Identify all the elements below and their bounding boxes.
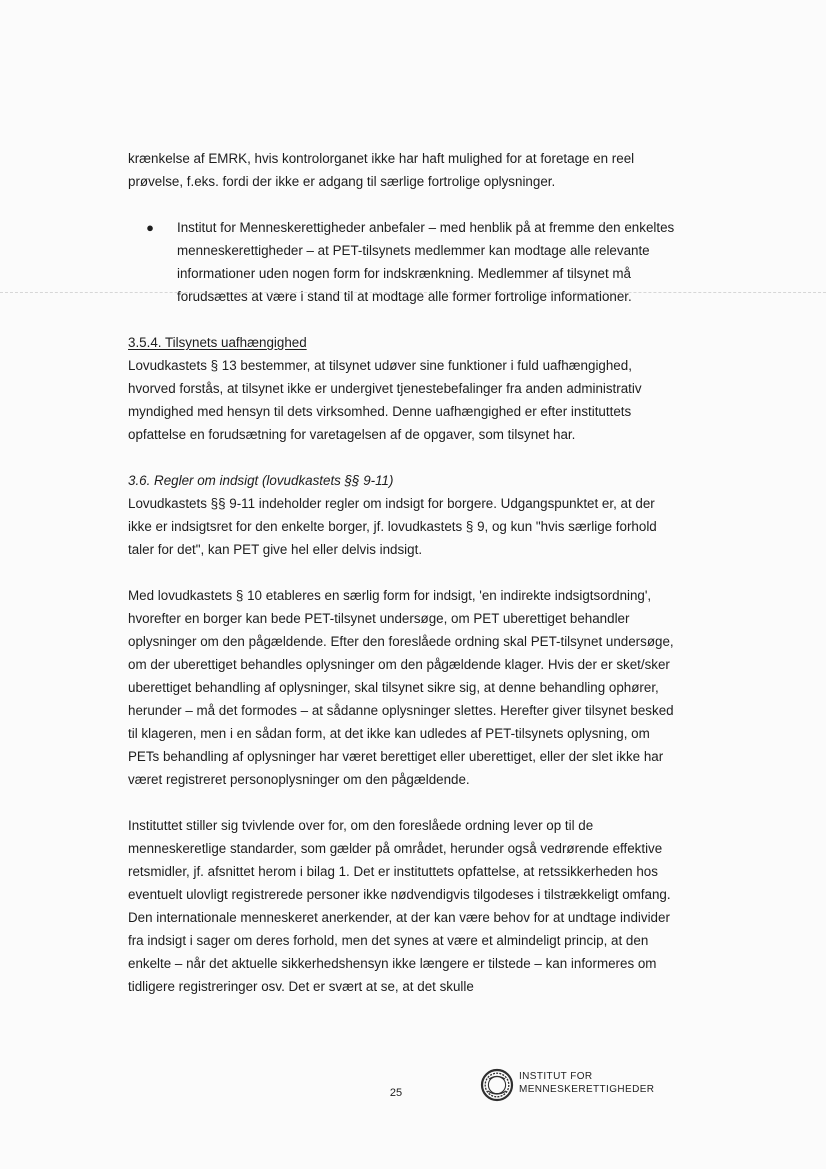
- section-text: Lovudkastets § 13 bestemmer, at tilsynet udøver sine funktioner i fuld uafhængighed, hvorved forstås, at tilsynet ikke er undergivet tjenestebefalinger fra anden administrativ myndighed med hensyn til dets virksomhed. Denne uafhængighed er efter instituttets opfattelse en forudsætning for varetagelsen af de opgaver, som tilsynet har.: [128, 358, 642, 442]
- logo-line-2: MENNESKERETTIGHEDER: [519, 1084, 655, 1095]
- logo-line-1: INSTITUT FOR: [519, 1071, 593, 1082]
- paragraph-1: krænkelse af EMRK, hvis kontrolorganet ikke har haft mulighed for at foretage en reel prøvelse, f.eks. fordi der ikke er adgang til særlige fortrolige oplysninger.: [128, 151, 635, 189]
- subsection-text: Lovudkastets §§ 9-11 indeholder regler om indsigt for borgere. Udgangspunktet er, at der ikke er indsigtsret for den enkelte borger, jf. lovudkastets § 9, og kun "hvis særlige forhold taler for det", kan PET give hel eller delvis indsigt.: [128, 496, 657, 557]
- subsection-heading: 3.6. Regler om indsigt (lovudkastets §§ 9-11): [128, 473, 394, 488]
- page-number: 25: [389, 1087, 403, 1099]
- section-heading: 3.5.4. Tilsynets uafhængighed: [128, 335, 307, 350]
- document-body: [128, 147, 676, 998]
- paragraph-3: Instituttet stiller sig tvivlende over for, om den foreslåede ordning lever op til de menneskeretlige standarder, som gælder på området, herunder også vedrørende effektive retsmidler, jf. afsnittet herom i bilag 1. Det er instituttets opfattelse, at retssikkerheden hos eventuelt ulovligt registrerede personer ikke nødvendigvis tilgodeses i tilstrækkeligt omfang. Den internationale menneskeret anerkender, at der kan være behov for at undtage individer fra indsigt i sager om deres forhold, men det synes at være et almindeligt princip, at den enkelte – når det aktuelle sikkerhedshensyn ikke længere er tilstede – kan informeres om tidligere registreringer osv. Det er svært at se, at det skulle: [128, 818, 671, 994]
- bullet-text: Institut for Menneskerettigheder anbefaler – med henblik på at fremme den enkeltes menneskerettigheder – at PET-tilsynets medlemmer kan modtage alle relevante informationer uden nogen form for indskrænkning. Medlemmer af tilsynet må forudsættes at være i stand til at modtage alle former fortrolige informationer.: [177, 220, 675, 304]
- paragraph-2: Med lovudkastets § 10 etableres en særlig form for indsigt, 'en indirekte indsigtsordning', hvorefter en borger kan bede PET-tilsynet undersøge, om PET uberettiget behandler oplysninger om den pågældende. Efter den foreslåede ordning skal PET-tilsynet undersøge, om der uberettiget behandles oplysninger om den pågældende klager. Hvis der er sket/sker uberettiget behandling af oplysninger, skal tilsynet sikre sig, at denne behandling ophører, herunder – må det formodes – at sådanne oplysninger slettes. Herefter giver tilsynet besked til klageren, men i en sådan form, at det ikke kan udledes af PET-tilsynets oplysning, om PETs behandling af oplysninger har været berettiget eller uberettiget, eller der slet ikke har været registreret personoplysninger om den pågældende.: [128, 588, 674, 787]
- institution-logo: [479, 1067, 674, 1107]
- logo-icon: [479, 1067, 515, 1103]
- bullet-recommendation: [128, 216, 676, 308]
- logo-text: [519, 1070, 654, 1096]
- bullet-icon: ●: [146, 220, 154, 235]
